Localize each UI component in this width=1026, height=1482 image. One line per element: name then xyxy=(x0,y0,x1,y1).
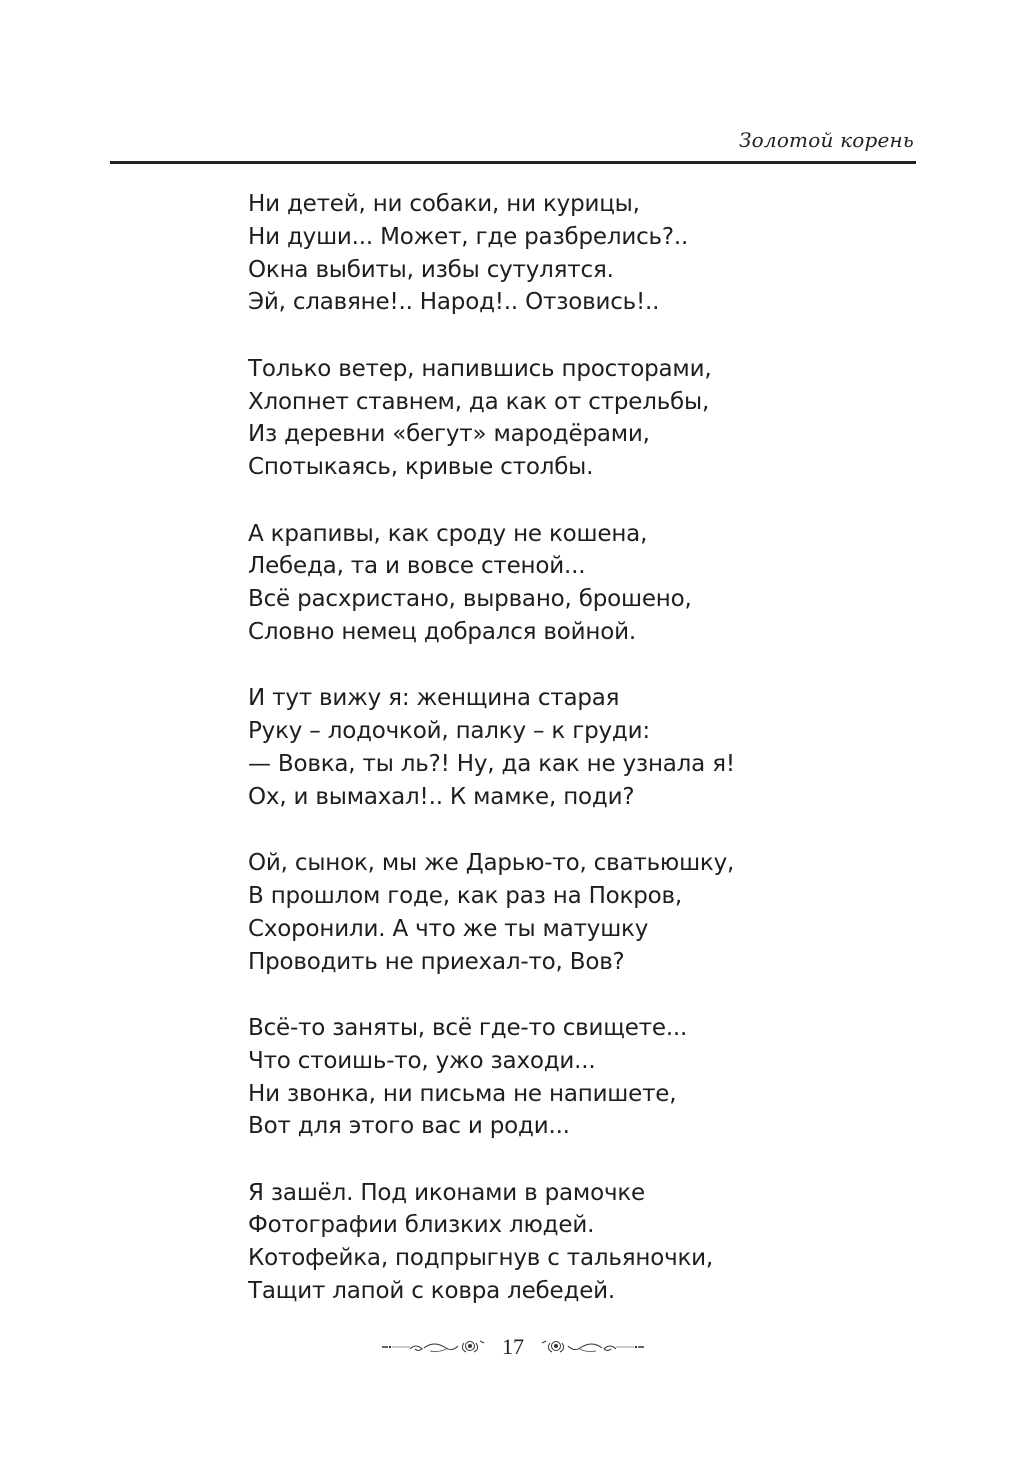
floral-flourish-right-icon xyxy=(536,1337,646,1357)
poem-line: Что стоишь-то, ужо заходи... xyxy=(248,1047,596,1074)
poem-line: Проводить не приехал-то, Вов? xyxy=(248,948,625,975)
poem-line: Ох, и вымахал!.. К мамке, поди? xyxy=(248,783,635,810)
header-rule xyxy=(110,161,916,164)
poem-line: Котофейка, подпрыгнув с тальяночки, xyxy=(248,1245,714,1272)
poem-line: Всё-то заняты, всё где-то свищете... xyxy=(248,1014,688,1041)
poem-line: — Вовка, ты ль?! Ну, да как не узнала я! xyxy=(248,750,735,777)
poem-line: Ни звонка, ни письма не напишете, xyxy=(248,1080,677,1107)
poem-line: Ой, сынок, мы же Дарью-то, сватьюшку, xyxy=(248,850,735,877)
poem-line: Спотыкаясь, кривые столбы. xyxy=(248,454,594,481)
stanza xyxy=(248,1012,808,1143)
poem-line: Эй, славяне!.. Народ!.. Отзовись!.. xyxy=(248,289,660,316)
stanza xyxy=(248,518,808,649)
stanza xyxy=(248,1177,808,1308)
stanza xyxy=(248,188,808,319)
poem-line: Я зашёл. Под иконами в рамочке xyxy=(248,1179,645,1206)
poem-line: Только ветер, напившись просторами, xyxy=(248,355,712,382)
poem-line: Фотографии близких людей. xyxy=(248,1212,595,1239)
poem-line: Хлопнет ставнем, да как от стрельбы, xyxy=(248,388,710,415)
poem-line: Из деревни «бегут» мародёрами, xyxy=(248,421,650,448)
poem-line: И тут вижу я: женщина старая xyxy=(248,685,620,712)
page-number: 17 xyxy=(502,1334,524,1359)
poem-line: Вот для этого вас и роди... xyxy=(248,1113,570,1140)
poem-line: Окна выбиты, избы сутулятся. xyxy=(248,256,614,283)
floral-flourish-left-icon xyxy=(380,1337,490,1357)
page-footer xyxy=(0,1334,1026,1360)
poem-line: Словно немец добрался войной. xyxy=(248,618,636,645)
poem-line: Ни души... Может, где разбрелись?.. xyxy=(248,223,689,250)
poem-line: Всё расхристано, вырвано, брошено, xyxy=(248,586,692,613)
poem-line: В прошлом годе, как раз на Покров, xyxy=(248,882,682,909)
poem-line: А крапивы, как сроду не кошена, xyxy=(248,520,648,547)
poem xyxy=(248,188,808,1308)
poem-line: Руку – лодочкой, палку – к груди: xyxy=(248,718,650,745)
poem-line: Схоронили. А что же ты матушку xyxy=(248,915,649,942)
stanza xyxy=(248,682,808,813)
running-header: Золотой корень xyxy=(738,128,914,152)
stanza xyxy=(248,353,808,484)
stanza xyxy=(248,847,808,978)
poem-line: Ни детей, ни собаки, ни курицы, xyxy=(248,191,640,217)
poem-line: Тащит лапой с ковра лебедей. xyxy=(248,1278,616,1305)
poem-line: Лебеда, та и вовсе стеной... xyxy=(248,553,586,580)
